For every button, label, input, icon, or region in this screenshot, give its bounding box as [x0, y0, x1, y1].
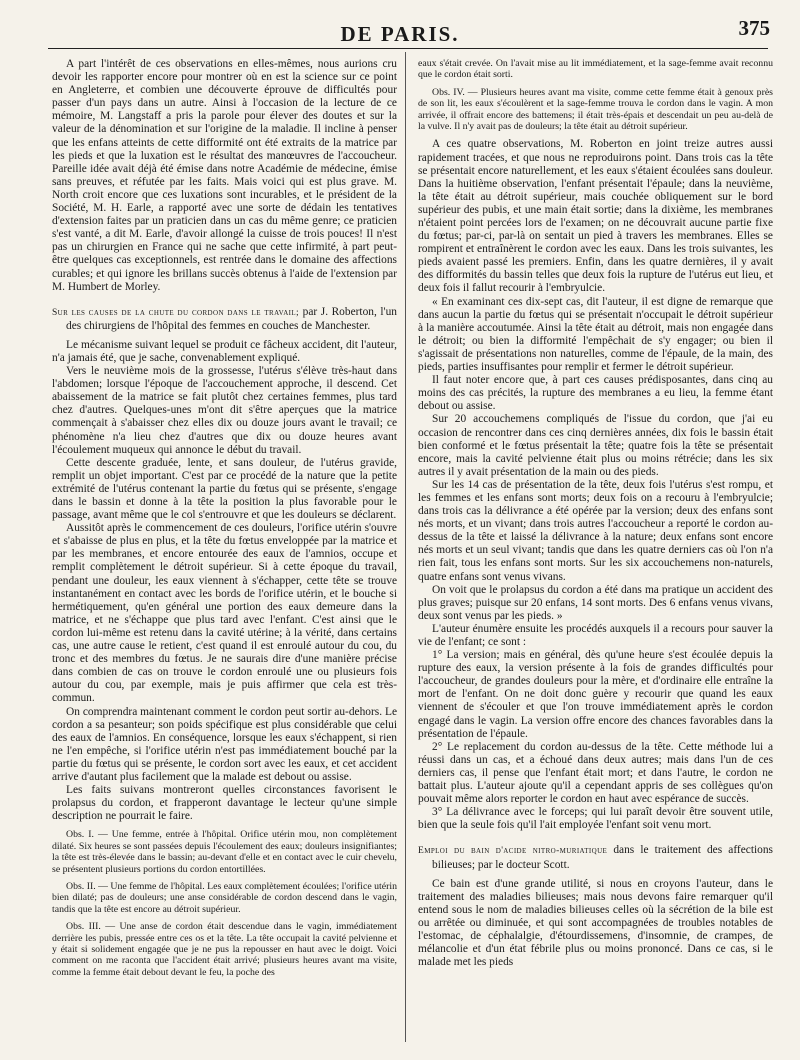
- paragraph: A ces quatre observations, M. Roberton en joint treize autres aussi rapidement tracées, et que nous ne reproduirons point. Dans trois cas la tête se présentait encore naturellement, et les eaux s'étaient écoulées sans douleur. Dans la huitième observation, l'enfant présentait l'épaule; dans la neuvième, la tête était au détroit supérieur, mais couchée obliquement sur le bord supérieur des pubis, et une main était sortie; dans la dixième, les membranes n'étaient point percées lors de l'examen; on ne découvrait aucune partie fixe du fœtus; par-ci, par-là on sentait un pied à travers les membranes. Elles se rompirent et entraînèrent le cordon avec les eaux. Dans les trois suivantes, les pieds avaient passé les premiers. Enfin, dans les quatre dernières, il y avait des difformités du bassin telles que deux fois la rupture de l'utérus eut lieu, et deux fois il fallut recourir à l'embryulcie.: [418, 138, 773, 295]
- paragraph: On voit que le prolapsus du cordon a été dans ma pratique un accident des plus graves; puisque sur 20 enfans, 14 sont morts. Des 6 enfans venus vivans, deux sont venus par les pieds. »: [418, 583, 773, 622]
- section-heading: [52, 306, 397, 333]
- page-header-title: DE PARIS.: [340, 22, 460, 46]
- observation: Obs. II. — Une femme de l'hôpital. Les eaux complètement écoulées; l'orifice utérin bien dilaté; pas de douleurs; une anse considérable de cordon descend dans le vagin, tandis que la tête est encore au détroit supérieur.: [52, 880, 397, 915]
- paragraph: Aussitôt après le commencement de ces douleurs, l'orifice utérin s'ouvre et s'abaisse de plus en plus, et la tête du fœtus enveloppée par la matrice et par les membranes, et encore entourée des eaux de l'amnios, occupe et remplit complètement le détroit supérieur. Si à cette époque du travail, pendant une douleur, les eaux viennent à s'échapper, cette tête se trouve instantanément en contact avec les bords de l'orifice utérin, et le bouche si hermétiquement, qu'en général une portion des eaux demeure dans la matrice, et ne s'échappe que plus tard avec l'enfant. C'est ainsi que le cordon lui-même est retenu dans la cavité utérine; à la vérité, dans certains cas, une autre cause le retient, c'est quand il est enroulé autour du cou, du tronc et des membres du fœtus. Je ne saurais dire d'une manière précise dans combien de cas on trouve le cordon enroulé une ou plusieurs fois autour du cou, par exemple, mais je puis affirmer que cela est très-commun.: [52, 522, 397, 705]
- observation-continued: eaux s'était crevée. On l'avait mise au lit immédiatement, et la sage-femme avait reconnu que le cordon était sorti.: [418, 58, 773, 81]
- column-divider: [405, 52, 406, 1042]
- left-column: [52, 58, 397, 1048]
- section-author: par J. Roberton, l'un des chirurgiens de l'hôpital des femmes en couches de Manchester.: [66, 305, 397, 332]
- right-column: [418, 58, 773, 1048]
- observation: Obs. I. — Une femme, entrée à l'hôpital. Orifice utérin mou, non complètement dilaté. Six heures se sont passées depuis l'écoulement des eaux; douleurs insignifiantes; la tête est très-élevée dans le bassin; au-devant d'elle et en contact avec le cuir chevelu, se présentent plusieurs portions du cordon entortillées.: [52, 829, 397, 875]
- page-number: 375: [738, 16, 770, 40]
- paragraph: L'auteur énumère ensuite les procédés auxquels il a recours pour sauver la vie de l'enfant; ce sont :: [418, 622, 773, 648]
- observation: Obs. III. — Une anse de cordon était descendue dans le vagin, immédiatement derrière les pubis, pressée entre ces os et la tête. La tête occupait la cavité pelvienne et y était si solidement engagée que je ne pus la repousser en haut avec le doigt. Voici comment on me raconta que l'accident était arrivé; plusieurs heures avant ma visite, comme la femme était debout devant le feu, la poche des: [52, 921, 397, 978]
- header-rule: [48, 48, 768, 49]
- paragraph: 2° Le replacement du cordon au-dessus de la tête. Cette méthode lui a réussi dans un cas, et a échoué dans deux autres; mais dans l'un de ces derniers cas, il pense que l'enfant était mort; et dans l'autre, le cordon ne battait plus. L'auteur ajoute qu'il a cependant appris de ses collègues qu'on pouvait même alors reporter le cordon en haut avec espérance de succès.: [418, 740, 773, 806]
- paragraph: Ce bain est d'une grande utilité, si nous en croyons l'auteur, dans le traitement des maladies bilieuses; mais nous devons faire remarquer qu'il entend sous le nom de maladies bilieuses celles où la sécrétion de la bile est ou arrêtée ou diminuée, et qui sont accompagnées de troubles notables de l'estomac, de céphalalgie, d'étourdissemens, d'insomnie, de crampes, de mélancolie et d'un état fébrile plus ou moins prononcé. Dans ce cas, si le malade met les pieds: [418, 877, 773, 969]
- paragraph: « En examinant ces dix-sept cas, dit l'auteur, il est digne de remarque que dans aucun la partie du fœtus qui se présentait n'occupait le détroit supérieur à la manière accoutumée. Ainsi la tête était au détroit, mais non engagée dans le détroit; ou bien la difformité l'empêchait de s'y engager; ou bien il s'agissait de présentations non naturelles, comme de l'épaule, de la main, des pieds, parties insuffisantes pour remplir et fermer le détroit supérieur.: [418, 295, 773, 374]
- paragraph: Sur 20 accouchemens compliqués de l'issue du cordon, que j'ai eu occasion de rencontrer dans ces cinq dernières années, dix fois le bassin était bien conformé et le fœtus présentait la tête; quatre fois la tête se présentait encore, mais la cavité pelvienne était plus ou moins rétrécie; dans les six autres il y avait présentation de la main ou des pieds.: [418, 413, 773, 478]
- paragraph: Les faits suivans montreront quelles circonstances favorisent le prolapsus du cordon, et frapperont davantage le lecteur qu'une simple description ne pourrait le faire.: [52, 784, 397, 823]
- paragraph: Vers le neuvième mois de la grossesse, l'utérus s'élève très-haut dans l'abdomen; lorsque l'époque de l'accouchement approche, il descend. Cet abaissement de la matrice se fait plutôt chez certaines femmes, plus tard chez d'autres. Quelques-unes m'ont dit s'être aperçues que la matrice commençait à s'abaisser chez elles dix ou douze jours avant le travail; ce phénomène n'a lieu chez d'autres que dix ou douze heures avant l'écoulement muqueux qui annonce le début du travail.: [52, 365, 397, 456]
- paragraph: Sur les 14 cas de présentation de la tête, deux fois l'utérus s'est rompu, et les femmes et les enfans sont morts; deux fois on a recouru à l'embryulcie; dans trois cas la délivrance a été opérée par la version; deux des enfans sont nés morts, et un vivant; dans trois autres l'accoucheur a reporté le cordon au-dessus de la tête et laissé la délivrance à la nature; deux enfans sont encore nés morts et un seul vivant; tandis que dans les quatre derniers cas où l'on n'a rien fait, tous les enfans sont morts. Sur les six accouchemens non-naturels, quatre enfans sont venus vivans.: [418, 478, 773, 583]
- observation: Obs. IV. — Plusieurs heures avant ma visite, comme cette femme était à genoux près de son lit, les eaux s'écoulèrent et la sage-femme trouva le cordon dans le vagin. A mon arrivée, il offrait encore des battemens; il était très-épais et descendait un peu au-delà de la vulve. Il n'y avait pas de douleurs; la tête était au détroit supérieur.: [418, 86, 773, 133]
- section-rest: dans le traitement des affections bilieuses; par le docteur Scott.: [432, 844, 773, 871]
- paragraph: Il faut noter encore que, à part ces causes prédisposantes, dans cinq au moins des cas précités, la rupture des membranes a eu lieu, la femme étant debout ou assise.: [418, 374, 773, 413]
- paragraph: Cette descente graduée, lente, et sans douleur, de l'utérus gravide, remplit un objet important. C'est par ce procédé de la nature que la petite extrémité de l'utérus contenant la partie du fœtus qui se présente, s'engage dans le bassin et donne à la tête la position la plus favorable pour le passage, avant même que le col s'entrouvre et que les douleurs se déclarent.: [52, 456, 397, 522]
- paragraph: A part l'intérêt de ces observations en elles-mêmes, nous aurions cru devoir les rapporter encore pour montrer où en est la science sur ce point en Angleterre, et combien une découverte éprouve de difficultés pour passer d'un pays dans un autre. Ainsi à l'occasion de la lecture de ce mémoire, M. Langstaff a pris la parole pour élever des doutes et sur la valeur de la dénomination et sur l'origine de la maladie. Il incline à penser que les enfans atteints de cette difformité ont été extraits de la matrice par les pieds et que la luxation est le résultat des manœuvres de l'accoucheur. Pareille idée avait déjà été émise dans notre Académie de médecine, émise sans preuves, et réfutée par les faits. Mais voici qui est plus grave. M. North croit encore que ces luxations sont incurables, et le président de la Société, M. H. Earle, a rapporté avec une sorte de dédain les tentatives d'extension faites par un praticien dans un cas du même genre; ce praticien s'est vanté, a dit M. Earle, d'avoir allongé la cuisse de trois pouces! Il n'est pas un chirurgien en France qui ne sache que cette infirmité, à part peut-être quelques cas exceptionnels, est rentrée dans le domaine des affections curables; et qui ignore les brillans succès obtenus à l'aide de l'extension par M. Humbert de Morley.: [52, 58, 397, 293]
- section-heading: [418, 844, 773, 871]
- paragraph: On comprendra maintenant comment le cordon peut sortir au-dehors. Le cordon a sa pesanteur; son poids spécifique est plus considérable que celui des eaux de l'amnios. En conséquence, lorsque les eaux s'échappent, si rien ne l'en empêche, si l'orifice utérin n'est pas immédiatement bouché par la partie du fœtus qui se présente, le cordon sort avec les eaux, et cet accident arrive d'autant plus facilement que la malade est debout ou assise.: [52, 705, 397, 783]
- section-title: Sur les causes de la chute du cordon dans le travail;: [52, 307, 300, 318]
- section-title: Emploi du bain d'acide nitro-muriatique: [418, 846, 608, 857]
- paragraph: 3° La délivrance avec le forceps; qui lui paraît devoir être souvent utile, bien que la seule fois qu'il l'ait employée l'enfant soit venu mort.: [418, 806, 773, 832]
- paragraph: Le mécanisme suivant lequel se produit ce fâcheux accident, dit l'auteur, n'a jamais été, que je sache, convenablement expliqué.: [52, 338, 397, 364]
- paragraph: 1° La version; mais en général, dès qu'une heure s'est écoulée depuis la rupture des eaux, la version présente à la fois de grandes difficultés pour l'accoucheur, de grandes douleurs pour la mère, et d'ordinaire elle entraîne la mort de l'enfant. On ne doit donc guère y recourir que quand les eaux viennent de s'écouler et que l'on trouve immédiatement après le cordon engagé dans le vagin. La version offre encore des chances favorables dans la présentation de l'épaule.: [418, 649, 773, 740]
